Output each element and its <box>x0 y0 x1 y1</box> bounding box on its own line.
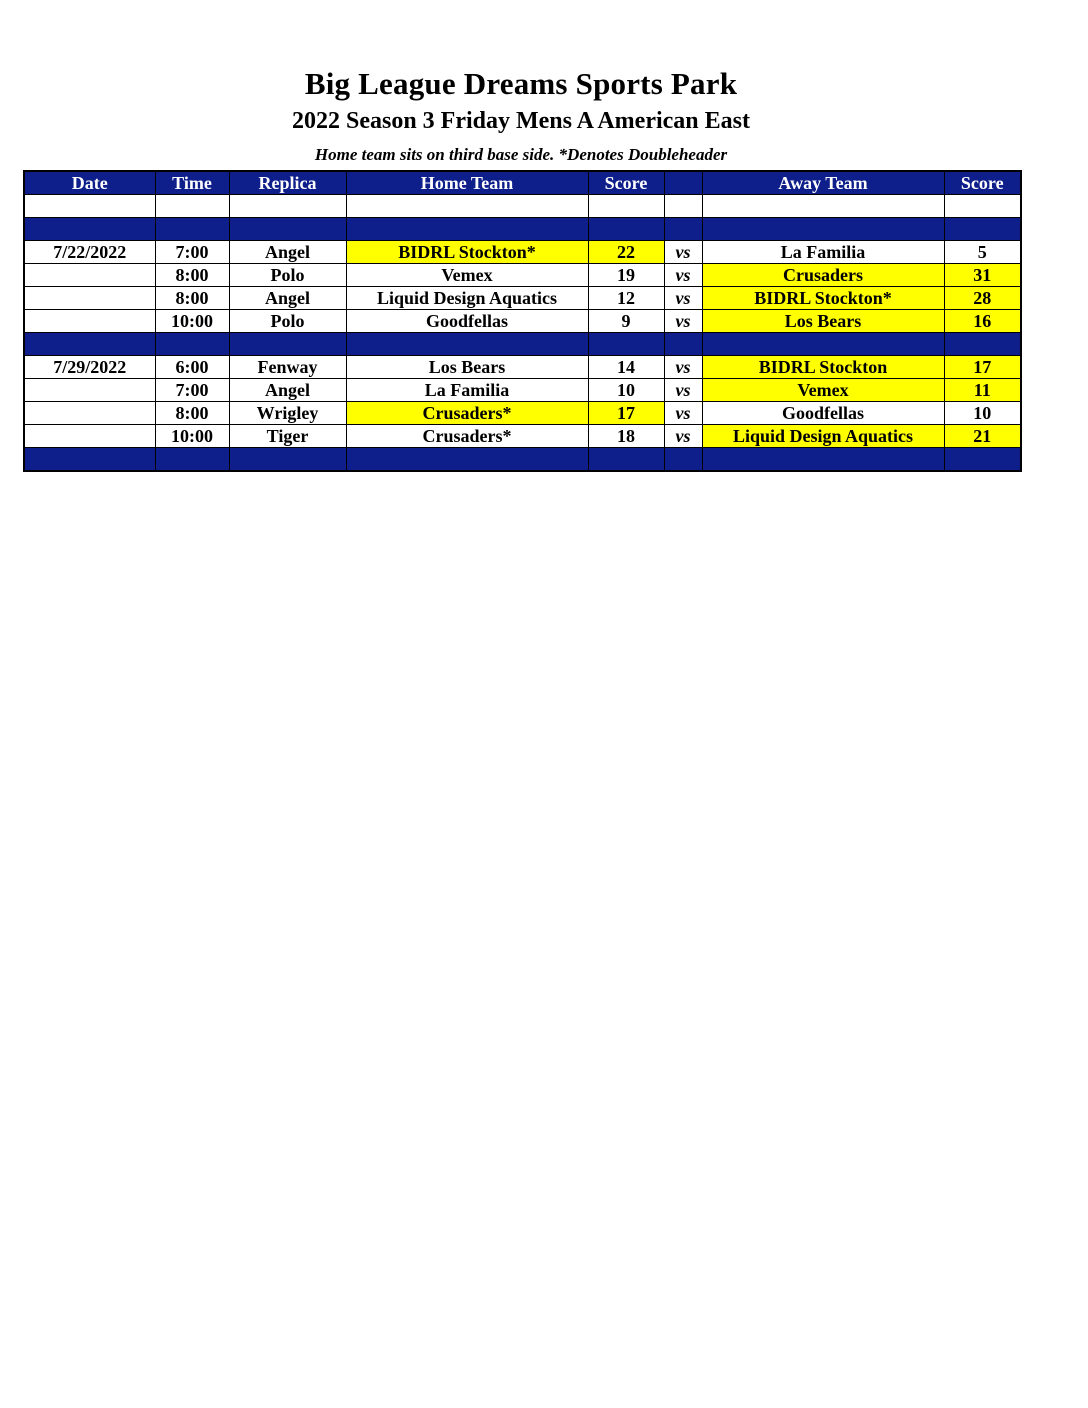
col-header-home-team: Home Team <box>346 171 588 195</box>
col-header-date: Date <box>24 171 155 195</box>
schedule-note: Home team sits on third base side. *Denotes Doubleheader <box>314 145 728 164</box>
home-team: Crusaders* <box>346 402 588 425</box>
game-time: 7:00 <box>155 379 229 402</box>
game-date <box>24 402 155 425</box>
away-team: Goodfellas <box>702 402 944 425</box>
header-row <box>24 171 1021 195</box>
home-score: 19 <box>588 264 664 287</box>
col-header-vs <box>664 171 702 195</box>
week-divider <box>24 218 1021 241</box>
schedule-body <box>24 195 1021 472</box>
game-replica-field: Tiger <box>229 425 346 448</box>
vs-label: vs <box>664 287 702 310</box>
game-replica-field: Angel <box>229 241 346 264</box>
home-team: Crusaders* <box>346 425 588 448</box>
page-title: Big League Dreams Sports Park <box>304 66 738 101</box>
away-team: BIDRL Stockton* <box>702 287 944 310</box>
vs-label: vs <box>664 425 702 448</box>
vs-label: vs <box>664 264 702 287</box>
game-time: 10:00 <box>155 310 229 333</box>
away-team: Vemex <box>702 379 944 402</box>
game-row <box>24 241 1021 264</box>
home-score: 17 <box>588 402 664 425</box>
home-team: Goodfellas <box>346 310 588 333</box>
game-row <box>24 379 1021 402</box>
home-team: Vemex <box>346 264 588 287</box>
home-score: 10 <box>588 379 664 402</box>
away-score: 17 <box>944 356 1021 379</box>
away-team: Los Bears <box>702 310 944 333</box>
home-score: 9 <box>588 310 664 333</box>
col-header-replica: Replica <box>229 171 346 195</box>
game-time: 8:00 <box>155 264 229 287</box>
game-date <box>24 287 155 310</box>
home-score: 22 <box>588 241 664 264</box>
blank-row <box>24 195 1021 218</box>
game-time: 6:00 <box>155 356 229 379</box>
game-date: 7/22/2022 <box>24 241 155 264</box>
game-row <box>24 356 1021 379</box>
col-header-away-team: Away Team <box>702 171 944 195</box>
home-team: La Familia <box>346 379 588 402</box>
game-replica-field: Wrigley <box>229 402 346 425</box>
schedule-table <box>23 170 1022 472</box>
week-divider <box>24 333 1021 356</box>
week-divider <box>24 448 1021 472</box>
game-date <box>24 425 155 448</box>
game-date <box>24 310 155 333</box>
game-time: 10:00 <box>155 425 229 448</box>
away-team: BIDRL Stockton <box>702 356 944 379</box>
vs-label: vs <box>664 241 702 264</box>
away-team: La Familia <box>702 241 944 264</box>
game-row <box>24 402 1021 425</box>
away-team: Crusaders <box>702 264 944 287</box>
away-score: 16 <box>944 310 1021 333</box>
home-team: BIDRL Stockton* <box>346 241 588 264</box>
away-score: 21 <box>944 425 1021 448</box>
away-team: Liquid Design Aquatics <box>702 425 944 448</box>
vs-label: vs <box>664 310 702 333</box>
game-replica-field: Polo <box>229 264 346 287</box>
away-score: 5 <box>944 241 1021 264</box>
vs-label: vs <box>664 356 702 379</box>
vs-label: vs <box>664 402 702 425</box>
game-time: 8:00 <box>155 402 229 425</box>
game-replica-field: Angel <box>229 287 346 310</box>
game-date <box>24 379 155 402</box>
col-header-home-score: Score <box>588 171 664 195</box>
game-row <box>24 310 1021 333</box>
home-score: 12 <box>588 287 664 310</box>
away-score: 10 <box>944 402 1021 425</box>
col-header-time: Time <box>155 171 229 195</box>
game-row <box>24 425 1021 448</box>
away-score: 31 <box>944 264 1021 287</box>
game-time: 8:00 <box>155 287 229 310</box>
away-score: 11 <box>944 379 1021 402</box>
game-time: 7:00 <box>155 241 229 264</box>
game-date <box>24 264 155 287</box>
col-header-away-score: Score <box>944 171 1021 195</box>
home-team: Los Bears <box>346 356 588 379</box>
game-row <box>24 264 1021 287</box>
game-row <box>24 287 1021 310</box>
game-replica-field: Angel <box>229 379 346 402</box>
game-replica-field: Fenway <box>229 356 346 379</box>
home-score: 18 <box>588 425 664 448</box>
page-subtitle: 2022 Season 3 Friday Mens A American East <box>291 108 750 134</box>
away-score: 28 <box>944 287 1021 310</box>
game-replica-field: Polo <box>229 310 346 333</box>
home-score: 14 <box>588 356 664 379</box>
game-date: 7/29/2022 <box>24 356 155 379</box>
vs-label: vs <box>664 379 702 402</box>
home-team: Liquid Design Aquatics <box>346 287 588 310</box>
